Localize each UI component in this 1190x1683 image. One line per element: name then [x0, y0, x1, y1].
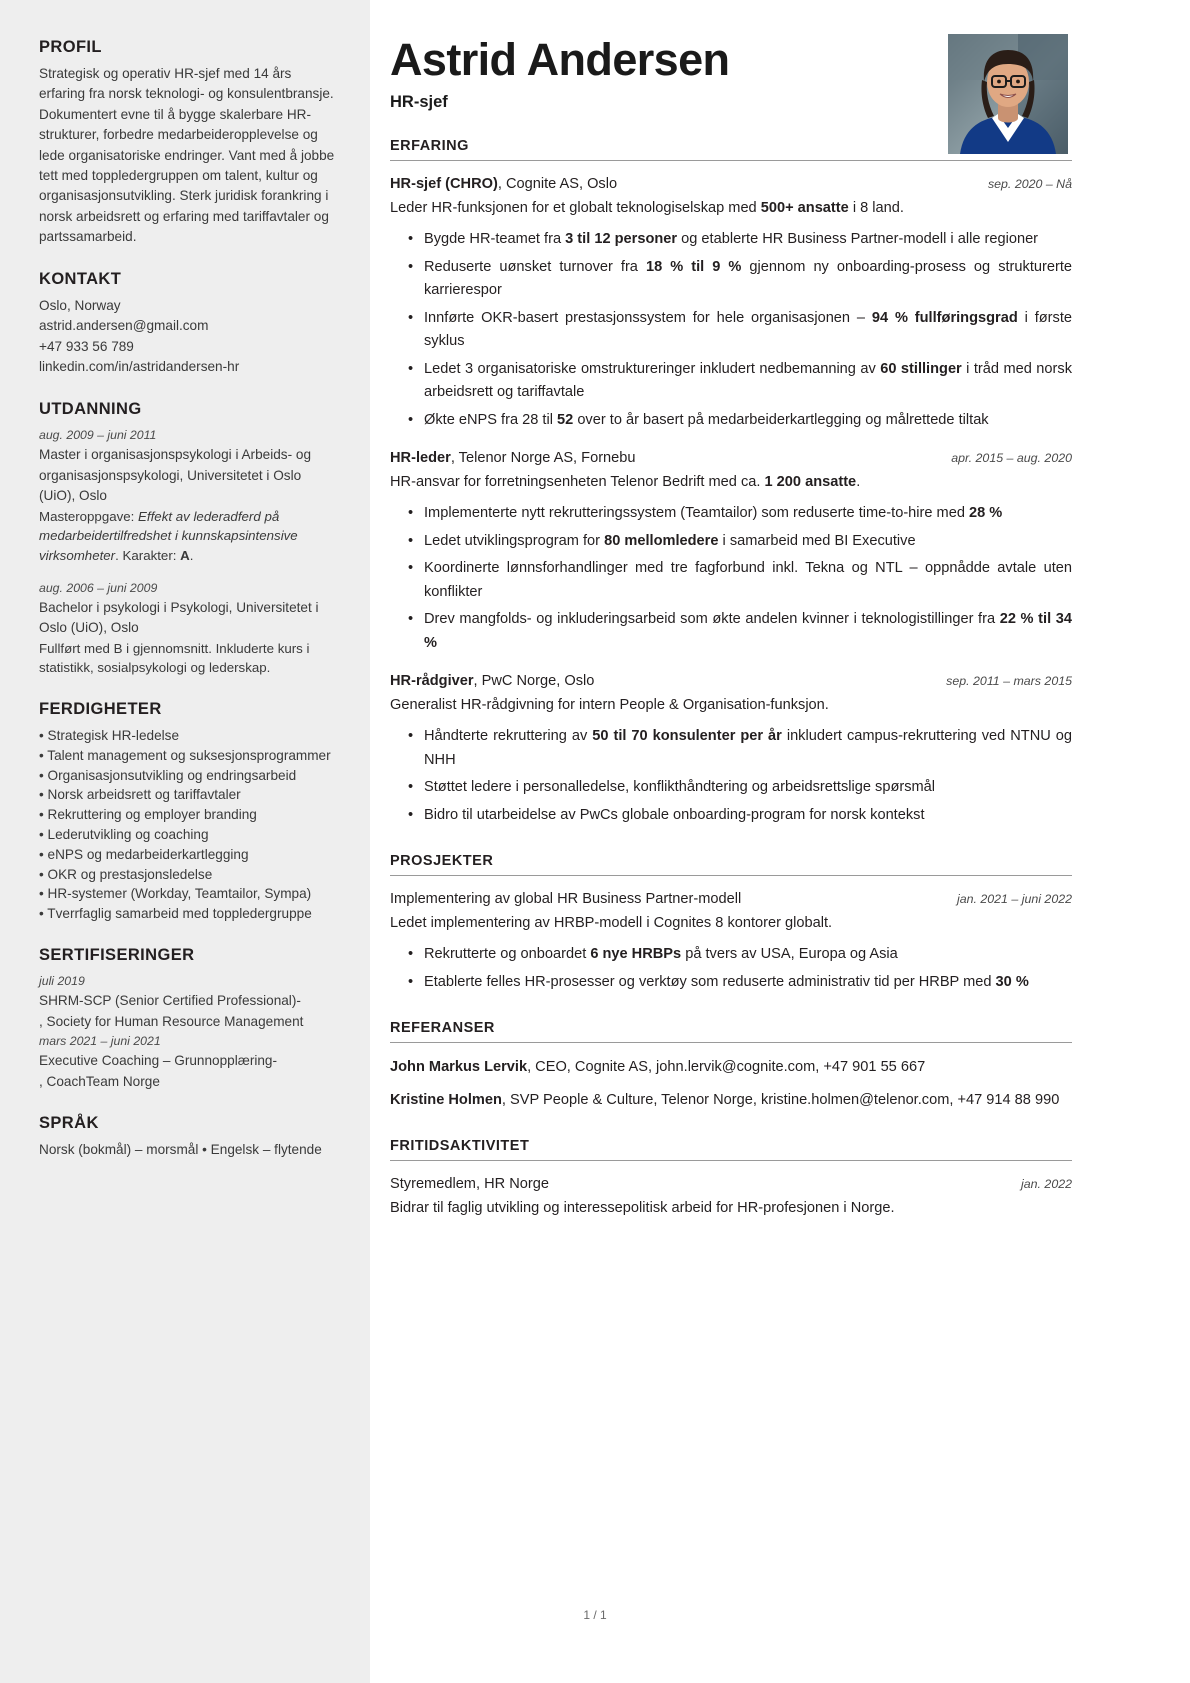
bullet-emphasis: 18 % til 9 %	[645, 258, 742, 275]
skill-item: • HR-systemer (Workday, Teamtailor, Sympa)	[39, 886, 312, 902]
skill-label: Tverrfaglig samarbeid med toppledergruppe	[47, 906, 312, 922]
entry-date: jan. 2021 – juni 2022	[956, 892, 1072, 906]
entry-date: sep. 2011 – mars 2015	[946, 674, 1072, 688]
erfaring-heading: ERFARING	[390, 138, 469, 154]
entry-organisation: , Telenor Norge AS, Fornebu	[450, 450, 636, 466]
description-text: Ledet implementering av HRBP-modell i Cognites 8 kontorer globalt.	[390, 915, 833, 931]
education-detail: Fullført med B i gjennomsnitt. Inkluderte kurs i statistikk, sosialpsykologi og lederskap.	[39, 640, 310, 676]
education-title: Master i organisasjonspsykologi i Arbeids- og organisasjonspsykologi, Universitetet i Oslo (UiO), Oslo	[39, 447, 312, 504]
experience-entry	[390, 1174, 1072, 1219]
entry-description	[390, 1197, 1072, 1219]
description-text: .	[856, 474, 861, 490]
bullet-text: Etablerte felles HR-prosesser og verktøy som reduserte administrativ tid per HRBP med	[424, 973, 996, 990]
bullet-text: på tvers av USA, Europa og Asia	[681, 946, 898, 962]
section-fritidsaktivitet	[390, 1138, 1072, 1219]
experience-entry	[390, 448, 1072, 655]
entry-header	[390, 1174, 1072, 1195]
entry-organisation: Styremedlem, HR Norge	[390, 1176, 549, 1192]
bullet-text: Bidro til utarbeidelse av PwCs globale onboarding-program for norsk kontekst	[424, 806, 925, 823]
entry-role: HR-leder	[390, 450, 451, 466]
bullet-item	[424, 307, 1072, 354]
bullet-item	[424, 502, 1072, 526]
kontakt-heading: KONTAKT	[39, 269, 122, 288]
contact-email[interactable]: astrid.andersen@gmail.com	[39, 318, 209, 334]
certification-issuer: , CoachTeam Norge	[39, 1073, 160, 1089]
sidebar	[0, 0, 370, 1683]
entry-bullet-list	[390, 228, 1072, 432]
bullet-item	[424, 557, 1072, 604]
skill-label: Organisasjonsutvikling og endringsarbeid	[47, 767, 297, 783]
thesis-title: Effekt av lederadferd på medarbeidertilfredshet i kunnskapsintensive virksomheter	[39, 508, 298, 563]
certification-item	[39, 972, 340, 1032]
profil-heading: PROFIL	[39, 38, 102, 56]
entry-organisation: , PwC Norge, Oslo	[473, 673, 595, 689]
description-text: Generalist HR-rådgivning for intern People & Organisation-funksjon.	[390, 697, 829, 713]
sidebar-section-sprak	[39, 1114, 340, 1161]
bullet-emphasis: 60 stillinger	[880, 360, 962, 377]
certification-date: mars 2021 – juni 2021	[39, 1034, 161, 1049]
prosjekter-entries	[390, 889, 1072, 994]
bullet-text: gjennom ny onboarding-prosess og strukturerte karrierespor	[424, 258, 1072, 298]
bullet-text: Økte eNPS fra 28 til	[424, 411, 558, 428]
section-divider	[390, 1160, 1072, 1161]
bullet-text: Drev mangfolds- og inkluderingsarbeid som økte andelen kvinner i teknologistillinger fra	[424, 611, 1000, 627]
bullet-item	[424, 409, 1072, 433]
contact-location: Oslo, Norway	[39, 297, 121, 313]
bullet-text: og etablerte HR Business Partner-modell i alle regioner	[677, 231, 1039, 247]
skill-label: Talent management og suksesjonsprogrammer	[47, 747, 331, 763]
bullet-text: Støttet ledere i personalledelse, konflikthåndtering og arbeidsrettslige spørsmål	[424, 779, 936, 795]
skill-label: Lederutvikling og coaching	[47, 826, 209, 842]
entry-header	[390, 671, 1072, 692]
description-text: Bidrar til faglig utvikling og interessepolitisk arbeid for HR-profesjonen i Norge.	[390, 1200, 895, 1216]
entry-title	[390, 448, 636, 469]
avatar	[948, 34, 1068, 154]
entry-bullet-list	[390, 725, 1072, 827]
skill-item: • Tverrfaglig samarbeid med toppledergruppe	[39, 906, 312, 922]
skill-item: • eNPS og medarbeiderkartlegging	[39, 846, 249, 862]
experience-entry	[390, 671, 1072, 827]
skill-label: Norsk arbeidsrett og tariffavtaler	[47, 787, 241, 803]
reference-item	[390, 1089, 1072, 1112]
entry-role: HR-rådgiver	[390, 673, 474, 689]
bullet-text: Reduserte uønsket turnover fra	[424, 258, 646, 275]
skill-label: eNPS og medarbeiderkartlegging	[47, 846, 249, 862]
experience-entry	[390, 174, 1072, 432]
certification-date: juli 2019	[39, 973, 85, 988]
description-text: HR-ansvar for forretningsenheten Telenor Bedrift med ca.	[390, 474, 765, 490]
utdanning-heading: UTDANNING	[39, 400, 142, 419]
certification-issuer: , Society for Human Resource Management	[39, 1013, 304, 1029]
grade-prefix: . Karakter:	[115, 548, 181, 563]
bullet-text: Rekrutterte og onboardet	[424, 946, 591, 962]
description-emphasis: 500+ ansatte	[760, 200, 849, 216]
sidebar-section-sertifiseringer	[39, 946, 340, 1092]
bullet-text: Ledet 3 organisatoriske omstruktureringer inkludert nedbemanning av	[424, 360, 881, 377]
skill-item: • Lederutvikling og coaching	[39, 826, 209, 842]
entry-date: sep. 2020 – Nå	[987, 177, 1072, 191]
sidebar-section-kontakt	[39, 270, 340, 378]
entry-title	[390, 1174, 549, 1195]
entry-title	[390, 174, 617, 195]
education-date: aug. 2009 – juni 2011	[39, 428, 157, 443]
bullet-text: inkludert campus-rekruttering ved NTNU og NHH	[424, 728, 1072, 768]
entry-bullet-list	[390, 943, 1072, 994]
reference-details: , SVP People & Culture, Telenor Norge, kristine.holmen@telenor.com, +47 914 88 990	[501, 1092, 1060, 1108]
bullet-emphasis: 30 %	[995, 973, 1029, 990]
bullet-item	[424, 608, 1072, 655]
thesis-prefix: Masteroppgave:	[39, 508, 139, 524]
fritidsaktivitet-heading: FRITIDSAKTIVITET	[390, 1138, 530, 1154]
sidebar-section-utdanning	[39, 400, 340, 678]
skill-label: Strategisk HR-ledelse	[47, 727, 180, 743]
entry-title	[390, 889, 741, 910]
skill-label: HR-systemer (Workday, Teamtailor, Sympa)	[47, 886, 312, 902]
avatar-photo	[948, 34, 1068, 154]
contact-phone[interactable]: +47 933 56 789	[39, 338, 134, 354]
skill-item: • OKR og prestasjonsledelse	[39, 866, 213, 882]
job-title: HR-sjef	[390, 93, 448, 111]
bullet-item	[424, 725, 1072, 772]
bullet-text: Bygde HR-teamet fra	[424, 231, 566, 247]
certification-title: SHRM-SCP (Senior Certified Professional)-	[39, 992, 301, 1008]
reference-item	[390, 1056, 1072, 1079]
entry-bullet-list	[390, 502, 1072, 655]
bullet-emphasis: 94 % fullføringsgrad	[871, 309, 1018, 326]
skill-label: OKR og prestasjonsledelse	[47, 866, 213, 882]
entry-date: jan. 2022	[1021, 1177, 1072, 1191]
education-item	[39, 579, 340, 678]
entry-description	[390, 471, 1072, 493]
entry-description	[390, 912, 1072, 934]
reference-name: Kristine Holmen	[390, 1092, 502, 1108]
sertifiseringer-heading: SERTIFISERINGER	[39, 945, 195, 964]
certification-item	[39, 1032, 340, 1092]
education-date: aug. 2006 – juni 2009	[39, 580, 158, 595]
bullet-text: i tråd med norsk arbeidsrett og tariffavtale	[424, 360, 1072, 400]
entry-organisation: , Cognite AS, Oslo	[497, 176, 618, 192]
entry-role: HR-sjef (CHRO)	[390, 176, 498, 192]
bullet-emphasis: 52	[557, 411, 574, 428]
sprak-heading: SPRÅK	[39, 1114, 99, 1133]
fritidsaktivitet-entries	[390, 1174, 1072, 1219]
description-text: Leder HR-funksjonen for et globalt teknologiselskap med	[390, 200, 761, 216]
description-text: i 8 land.	[848, 200, 904, 216]
erfaring-entries	[390, 174, 1072, 827]
skill-item: • Strategisk HR-ledelse	[39, 727, 180, 743]
bullet-item	[424, 943, 1072, 967]
reference-details: , CEO, Cognite AS, john.lervik@cognite.com, +47 901 55 667	[527, 1059, 926, 1075]
section-divider	[390, 1042, 1072, 1043]
entry-header	[390, 889, 1072, 910]
profil-text: Strategisk og operativ HR-sjef med 14 års erfaring fra norsk teknologi- og konsulentbransje. Dokumentert evne til å bygge skalerbare HR-strukturer, forbedre medarbeideropplevelse og lede organisatoriske endringer. Vant med å jobbe tett med toppledergruppen om talent, kultur og organisasjonsutvikling. Sterk juridisk forankring i norsk arbeidsrett og erfaring med tariffavtaler og partssamarbeid.	[39, 66, 335, 245]
sidebar-section-profil	[39, 38, 340, 248]
contact-linkedin[interactable]: linkedin.com/in/astridandersen-hr	[39, 359, 240, 375]
education-detail	[39, 507, 340, 566]
entry-date: apr. 2015 – aug. 2020	[951, 451, 1072, 465]
entry-header	[390, 448, 1072, 469]
bullet-item	[424, 804, 1072, 828]
skill-item: • Rekruttering og employer branding	[39, 807, 257, 823]
bullet-item	[424, 530, 1072, 554]
bullet-text: Håndterte rekruttering av	[424, 728, 593, 744]
referanser-heading: REFERANSER	[390, 1020, 495, 1036]
page-title: Astrid Andersen	[390, 34, 730, 85]
prosjekter-heading: PROSJEKTER	[390, 853, 494, 869]
bullet-text: Implementerte nytt rekrutteringssystem (Teamtailor) som reduserte time-to-hire med	[424, 505, 970, 521]
bullet-emphasis: 22 % til 34 %	[424, 611, 1072, 651]
certification-title: Executive Coaching – Grunnopplæring-	[39, 1053, 278, 1069]
grade-value: A	[180, 548, 190, 563]
entry-description	[390, 694, 1072, 716]
education-title: Bachelor i psykologi i Psykologi, Universitetet i Oslo (UiO), Oslo	[39, 599, 319, 636]
grade-suffix: .	[189, 548, 194, 563]
skill-item: • Organisasjonsutvikling og endringsarbeid	[39, 767, 297, 783]
entry-title	[390, 671, 594, 692]
bullet-text: Koordinerte lønnsforhandlinger med tre fagforbund inkl. Tekna og NTL – oppnådde avtale uten konflikter	[424, 560, 1072, 600]
skill-item: • Norsk arbeidsrett og tariffavtaler	[39, 787, 241, 803]
sidebar-section-ferdigheter	[39, 700, 340, 924]
section-divider	[390, 875, 1072, 876]
skill-item: • Talent management og suksesjonsprogrammer	[39, 747, 331, 763]
bullet-emphasis: 80 mellomledere	[604, 532, 719, 549]
reference-name: John Markus Lervik	[390, 1059, 528, 1075]
bullet-text: i første syklus	[424, 309, 1072, 349]
sprak-text: Norsk (bokmål) – morsmål • Engelsk – flytende	[39, 1142, 322, 1158]
skill-label: Rekruttering og employer branding	[47, 807, 257, 823]
bullet-item	[424, 256, 1072, 303]
page-footer: 1 / 1	[583, 1608, 607, 1622]
description-emphasis: 1 200 ansatte	[764, 474, 857, 490]
section-referanser	[390, 1020, 1072, 1112]
entry-organisation: Implementering av global HR Business Partner-modell	[390, 891, 742, 907]
bullet-item	[424, 971, 1072, 995]
bullet-text: Innførte OKR-basert prestasjonssystem for hele organisasjonen –	[424, 309, 872, 326]
bullet-text: Ledet utviklingsprogram for	[424, 532, 605, 549]
ferdigheter-heading: FERDIGHETER	[39, 699, 162, 718]
bullet-text: i samarbeid med BI Executive	[718, 532, 916, 549]
bullet-emphasis: 3 til 12 personer	[565, 231, 678, 247]
section-erfaring	[390, 138, 1072, 827]
bullet-item	[424, 358, 1072, 405]
main-column	[370, 0, 1190, 1235]
bullet-item	[424, 228, 1072, 252]
bullet-item	[424, 776, 1072, 800]
experience-entry	[390, 889, 1072, 994]
bullet-emphasis: 50 til 70 konsulenter per år	[592, 728, 782, 744]
entry-description	[390, 197, 1072, 219]
section-divider	[390, 160, 1072, 161]
bullet-emphasis: 6 nye HRBPs	[590, 946, 682, 962]
education-item	[39, 426, 340, 566]
entry-header	[390, 174, 1072, 195]
bullet-text: over to år basert på medarbeiderkartlegging og målrettede tiltak	[573, 411, 989, 428]
section-prosjekter	[390, 853, 1072, 994]
bullet-emphasis: 28 %	[969, 505, 1003, 521]
